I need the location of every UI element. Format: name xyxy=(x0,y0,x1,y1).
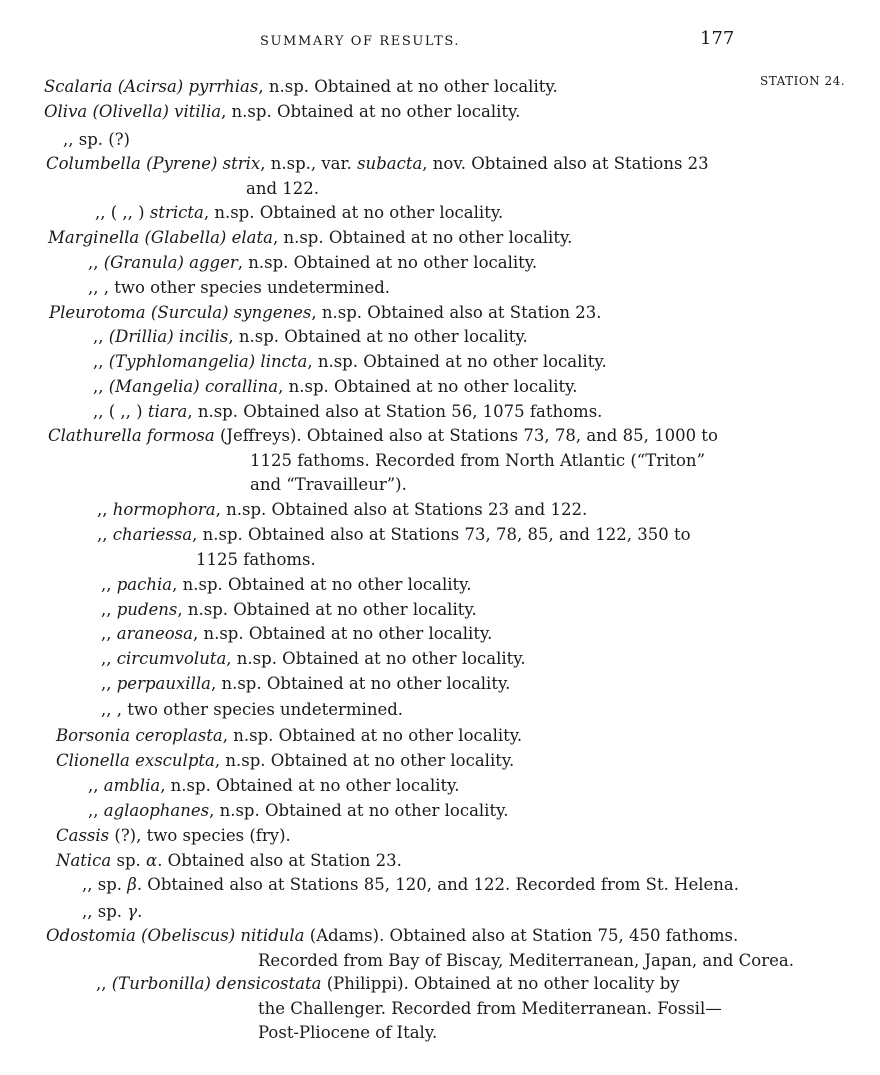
entry-text: , nov. Obtained also at Stations 23 xyxy=(422,154,709,173)
species-entry xyxy=(101,598,477,623)
entry-text: , n.sp. Obtained also at Stations 23 and 122. xyxy=(215,500,588,519)
taxon-name: chariessa xyxy=(112,525,193,544)
taxon-name: aglaophanes xyxy=(103,801,210,820)
species-entry xyxy=(101,622,492,647)
species-entry xyxy=(96,972,680,997)
species-entry-continuation xyxy=(196,548,316,573)
taxon-name: Scalaria (Acirsa) pyrrhias xyxy=(44,77,259,96)
species-entry xyxy=(101,672,510,697)
species-entry xyxy=(93,400,602,425)
species-entry-continuation xyxy=(258,949,794,974)
entry-text: . xyxy=(137,902,143,921)
entry-text: ,, xyxy=(97,500,113,519)
entry-text: ,, xyxy=(101,575,117,594)
entry-text: ,, sp. (?) xyxy=(63,130,130,149)
entry-text: Recorded from Bay of Biscay, Mediterranean, Japan, and Corea. xyxy=(258,950,794,970)
entry-text: , n.sp. Obtained also at Station 56, 1075 fathoms. xyxy=(187,402,603,421)
taxon-name: Clionella exsculpta xyxy=(56,751,215,770)
entry-text: ,, xyxy=(97,525,113,544)
taxon-name: Clathurella formosa xyxy=(48,426,215,445)
species-entry xyxy=(46,924,738,949)
entry-text: , n.sp. Obtained at no other locality. xyxy=(228,327,528,346)
species-entry xyxy=(101,698,403,723)
taxon-name: perpauxilla xyxy=(116,674,211,693)
taxon-name: tiara xyxy=(147,402,188,421)
entry-text: sp. xyxy=(111,851,147,870)
entry-text: ,, ( ,, ) xyxy=(93,402,148,421)
taxon-name: β xyxy=(127,875,137,894)
species-entry xyxy=(97,523,691,548)
species-entry xyxy=(93,325,528,350)
entry-text: ,, xyxy=(96,974,112,993)
entry-text: ,, xyxy=(88,253,104,272)
taxon-name: pudens xyxy=(116,600,178,619)
entry-text: Post-Pliocene of Italy. xyxy=(258,1023,438,1043)
species-entry-continuation xyxy=(258,997,722,1022)
taxon-name: Natica xyxy=(56,851,112,870)
entry-text: , n.sp. Obtained at no other locality. xyxy=(278,377,578,396)
entry-text: ,, xyxy=(93,352,109,371)
running-header: SUMMARY OF RESULTS. xyxy=(260,34,461,49)
entry-text: , n.sp. Obtained at no other locality. xyxy=(307,352,607,371)
entry-text: 1125 fathoms. Recorded from North Atlantic (“Triton” xyxy=(250,450,705,470)
entry-text: (Jeffreys). Obtained also at Stations 73, 78, and 85, 1000 to xyxy=(214,426,718,445)
entry-text: and 122. xyxy=(246,178,320,198)
species-entry xyxy=(82,900,142,925)
entry-text: . Obtained also at Stations 85, 120, and 122. Recorded from St. Helena. xyxy=(136,875,740,894)
species-entry xyxy=(56,824,291,849)
entry-text: and “Travailleur”). xyxy=(250,475,407,495)
entry-text: the Challenger. Recorded from Mediterranean. Fossil— xyxy=(258,998,722,1018)
entry-text: ,, xyxy=(101,600,117,619)
entry-text: , n.sp. Obtained at no other locality. xyxy=(214,751,515,770)
entry-text: , n.sp. Obtained at no other locality. xyxy=(177,600,477,619)
taxon-name: (Granula) agger xyxy=(103,253,238,272)
entry-text: ,, ( ,, ) xyxy=(95,203,150,222)
species-entry xyxy=(101,647,526,672)
taxon-name: Borsonia ceroplasta xyxy=(56,726,223,745)
page-number: 177 xyxy=(700,28,735,49)
taxon-name: Odostomia (Obeliscus) nitidula xyxy=(46,926,305,945)
taxon-name: (Typhlomangelia) lincta xyxy=(108,352,308,371)
species-entry xyxy=(93,375,578,400)
species-entry xyxy=(44,75,558,100)
taxon-name: α xyxy=(146,851,158,870)
species-entry xyxy=(82,873,739,898)
species-entry-continuation xyxy=(258,1021,437,1046)
taxon-name: subacta xyxy=(357,154,423,173)
entry-text: ,, sp. xyxy=(82,875,128,894)
entry-text: , n.sp. Obtained at no other locality. xyxy=(258,77,558,96)
taxon-name: circumvoluta xyxy=(116,649,227,668)
entry-text: , n.sp. Obtained at no other locality. xyxy=(237,253,538,272)
taxon-name: araneosa xyxy=(116,624,193,643)
taxon-name: amblia xyxy=(103,776,161,795)
taxon-name: Pleurotoma (Surcula) syngenes xyxy=(49,303,312,322)
entry-text: ,, xyxy=(93,377,109,396)
entry-text: ,, sp. xyxy=(82,902,128,921)
station-label: STATION 24. xyxy=(760,74,846,88)
entry-text: ,, xyxy=(101,624,117,643)
species-entry xyxy=(48,226,572,251)
entry-text: (Adams). Obtained also at Station 75, 450 fathoms. xyxy=(304,926,739,945)
entry-text: , n.sp. Obtained at no other locality. xyxy=(192,624,493,643)
entry-text: , n.sp. Obtained at no other locality. xyxy=(209,801,509,820)
taxon-name: (Drillia) incilis xyxy=(108,327,229,346)
species-entry-continuation xyxy=(246,177,319,202)
entry-text: , n.sp., var. xyxy=(260,154,358,173)
entry-text: , n.sp. Obtained also at Stations 73, 78, 85, and 122, 350 to xyxy=(192,525,691,544)
entry-text: , n.sp. Obtained at no other locality. xyxy=(203,203,504,222)
species-entry xyxy=(95,201,503,226)
entry-text: , n.sp. Obtained also at Station 23. xyxy=(311,303,602,322)
entry-text: ,, xyxy=(88,801,104,820)
species-entry xyxy=(88,251,537,276)
entry-text: ,, xyxy=(101,674,117,693)
species-entry xyxy=(88,799,508,824)
species-entry xyxy=(97,498,587,523)
taxon-name: (Mangelia) corallina xyxy=(108,377,279,396)
entry-text: (?), two species (fry). xyxy=(109,826,291,845)
taxon-name: Columbella (Pyrene) strix xyxy=(46,154,261,173)
entry-text: ,, , two other species undetermined. xyxy=(88,278,391,297)
species-entry xyxy=(101,573,472,598)
species-entry xyxy=(88,774,460,799)
species-entry xyxy=(46,152,709,177)
taxon-name: γ xyxy=(127,902,138,921)
entry-text: , n.sp. Obtained at no other locality. xyxy=(222,726,523,745)
entry-text: , n.sp. Obtained at no other locality. xyxy=(172,575,472,594)
entry-text: . Obtained also at Station 23. xyxy=(157,851,402,870)
taxon-name: Cassis xyxy=(56,826,110,845)
entry-text: ,, xyxy=(88,776,104,795)
taxon-name: pachia xyxy=(116,575,173,594)
taxon-name: (Turbonilla) densicostata xyxy=(111,974,322,993)
entry-text: ,, xyxy=(101,649,117,668)
entry-text: , n.sp. Obtained at no other locality. xyxy=(272,228,573,247)
species-entry xyxy=(88,276,390,301)
entry-text: ,, xyxy=(93,327,109,346)
species-entry-continuation xyxy=(250,473,407,498)
species-entry xyxy=(56,749,514,774)
species-entry xyxy=(93,350,607,375)
species-entry xyxy=(44,100,520,125)
entry-text: ,, , two other species undetermined. xyxy=(101,700,404,719)
species-entry xyxy=(63,128,130,153)
taxon-name: Marginella (Glabella) elata xyxy=(48,228,273,247)
taxon-name: hormophora xyxy=(112,500,216,519)
taxon-name: stricta xyxy=(149,203,204,222)
entry-text: , n.sp. Obtained at no other locality. xyxy=(226,649,526,668)
species-entry xyxy=(49,301,602,326)
species-entry xyxy=(56,849,402,874)
species-entry xyxy=(48,424,718,449)
species-entry-continuation xyxy=(250,449,705,474)
entry-text: 1125 fathoms. xyxy=(196,549,316,569)
entry-text: (Philippi). Obtained at no other locality by xyxy=(321,974,680,993)
entry-text: , n.sp. Obtained at no other locality. xyxy=(221,102,521,121)
species-entry xyxy=(56,724,522,749)
taxon-name: Oliva (Olivella) vitilia xyxy=(44,102,222,121)
entry-text: , n.sp. Obtained at no other locality. xyxy=(160,776,460,795)
entry-text: , n.sp. Obtained at no other locality. xyxy=(210,674,511,693)
